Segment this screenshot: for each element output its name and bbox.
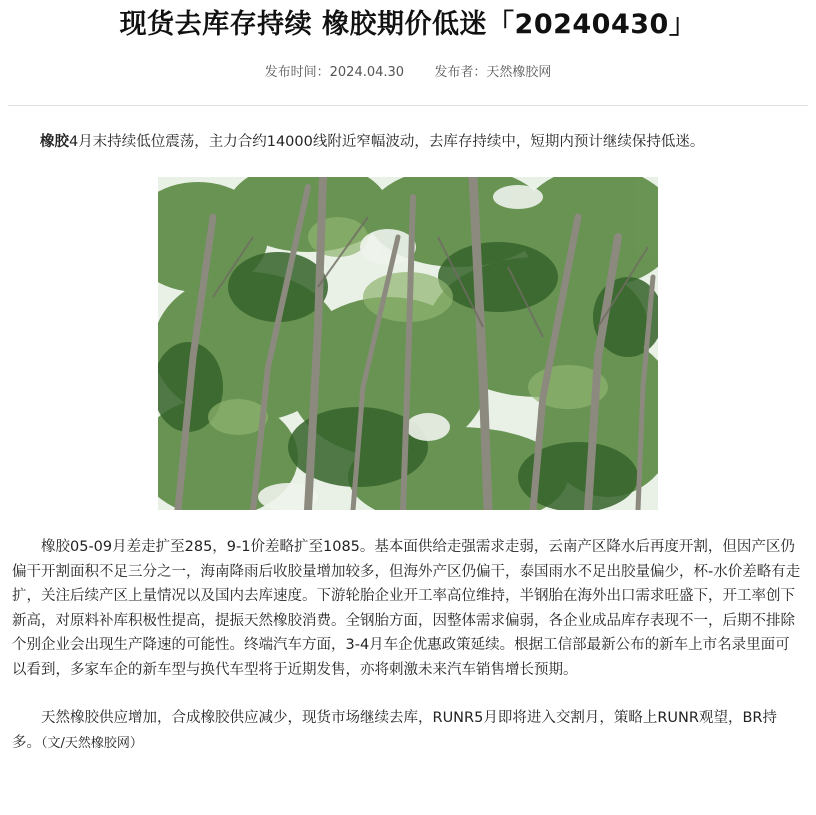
lead-text: 4月末持续低位震荡，主力合约14000线附近窄幅波动，去库存持续中，短期内预计继续保持低迷。 [69, 134, 705, 150]
article-title: 现货去库存持续 橡胶期价低迷「20240430」 [119, 9, 697, 40]
closing-text: 天然橡胶供应增加，合成橡胶供应减少，现货市场继续去库，RUNR5月即将进入交割月，策略上RUNR观望，BR持多。 [12, 710, 777, 751]
article-meta [0, 64, 816, 82]
publish-date-value: 2024.04.30 [329, 65, 405, 80]
body-paragraph-1: 橡胶05-09月差走扩至285，9-1价差略扩至1085。基本面供给走强需求走弱，云南产区降水后再度开割，但因产区仍偏干开割面积不足三分之一，海南降雨后收胶量增加较多，但海外产区仍偏干，泰国雨水不足出胶量偏少，杯-水价差略有走扩，关注后续产区上量情况以及国内去库速度。下游轮胎企业开工率高位维持，半钢胎在海外出口需求旺盛下，开工率创下新高，对原料补库积极性提高，提振天然橡胶消费。全钢胎方面，因整体需求偏弱，各企业成品库存表现不一，后期不排除个别企业会出现生产降速的可能性。终端汽车方面，3-4月车企优惠政策延续。根据工信部最新公布的新车上市名录里面可以看到，多家车企的新车型与换代车型将于近期发售，亦将刺激未来汽车销售增长预期。 [12, 539, 801, 678]
body-paragraph-2 [0, 706, 816, 756]
rubber-tree-photo [158, 177, 658, 510]
lead-keyword: 橡胶 [40, 134, 69, 150]
publisher-value: 天然橡胶网 [486, 65, 552, 80]
header-divider [8, 105, 808, 106]
publish-date-label: 发布时间： [264, 65, 330, 80]
publisher-label: 发布者： [434, 65, 487, 80]
article-credit: （文/天然橡胶网） [41, 735, 143, 751]
lead-paragraph [0, 130, 816, 154]
